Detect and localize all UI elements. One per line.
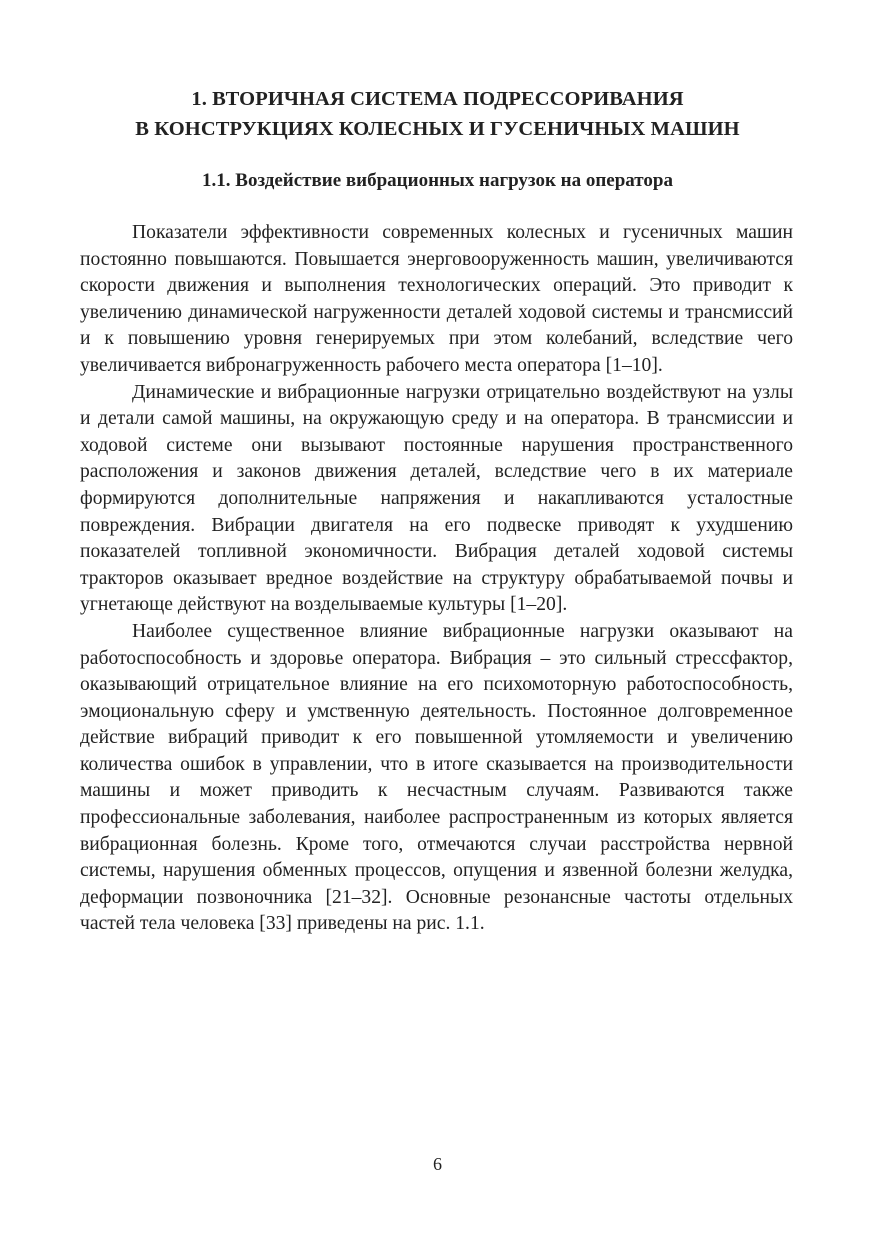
- chapter-title-line-1: 1. ВТОРИЧНАЯ СИСТЕМА ПОДРЕССОРИВАНИЯ: [191, 88, 684, 110]
- page-number: 6: [433, 1154, 442, 1174]
- paragraph-3: Наиболее существенное влияние вибрационные нагрузки оказывают на работоспособность и здоровье оператора. Вибрация – это сильный стрессфактор, оказывающий отрицательное влияние на его психомоторную работоспособность, эмоциональную сферу и умственную деятельность. Постоянное долговременное действие вибраций приводит к его повышенной утомляемости и увеличению количества ошибок в управлении, что в итоге сказывается на производительности машины и может приводить к несчастным случаям. Развиваются также профессиональные заболевания, наиболее распространенным из которых является вибрационная болезнь. Кроме того, отмечаются случаи расстройства нервной системы, нарушения обменных процессов, опущения и язвенной болезни желудка, деформации позвоночника [21–32]. Основные резонансные частоты отдельных частей тела человека [33] приведены на рис. 1.1.: [80, 620, 793, 935]
- chapter-title-line-2: В КОНСТРУКЦИЯХ КОЛЕСНЫХ И ГУСЕНИЧНЫХ МАШИН: [135, 118, 740, 140]
- chapter-title: [80, 84, 795, 144]
- paragraph-1: Показатели эффективности современных колесных и гусеничных машин постоянно повышаются. Повышается энерговооруженность машин, увеличиваются скорости движения и выполнения технологических операций. Это приводит к увеличению динамической нагруженности деталей ходовой системы и трансмиссий и к повышению уровня генерируемых при этом колебаний, вследствие чего увеличивается вибронагруженность рабочего места оператора [1–10].: [80, 222, 793, 376]
- paragraph-2: Динамические и вибрационные нагрузки отрицательно воздействуют на узлы и детали самой машины, на окружающую среду и на оператора. В трансмиссии и ходовой системе они вызывают постоянные нарушения пространственного расположения и законов движения деталей, вследствие чего в их материале формируются дополнительные напряжения и накапливаются усталостные повреждения. Вибрации двигателя на его подвеске приводят к ухудшению показателей топливной экономичности. Вибрация деталей ходовой системы тракторов оказывает вредное воздействие на структуру обрабатываемой почвы и угнетающе действуют на возделываемые культуры [1–20].: [80, 381, 793, 616]
- section-title: 1.1. Воздействие вибрационных нагрузок на оператора: [202, 170, 673, 191]
- body-text: [80, 220, 793, 938]
